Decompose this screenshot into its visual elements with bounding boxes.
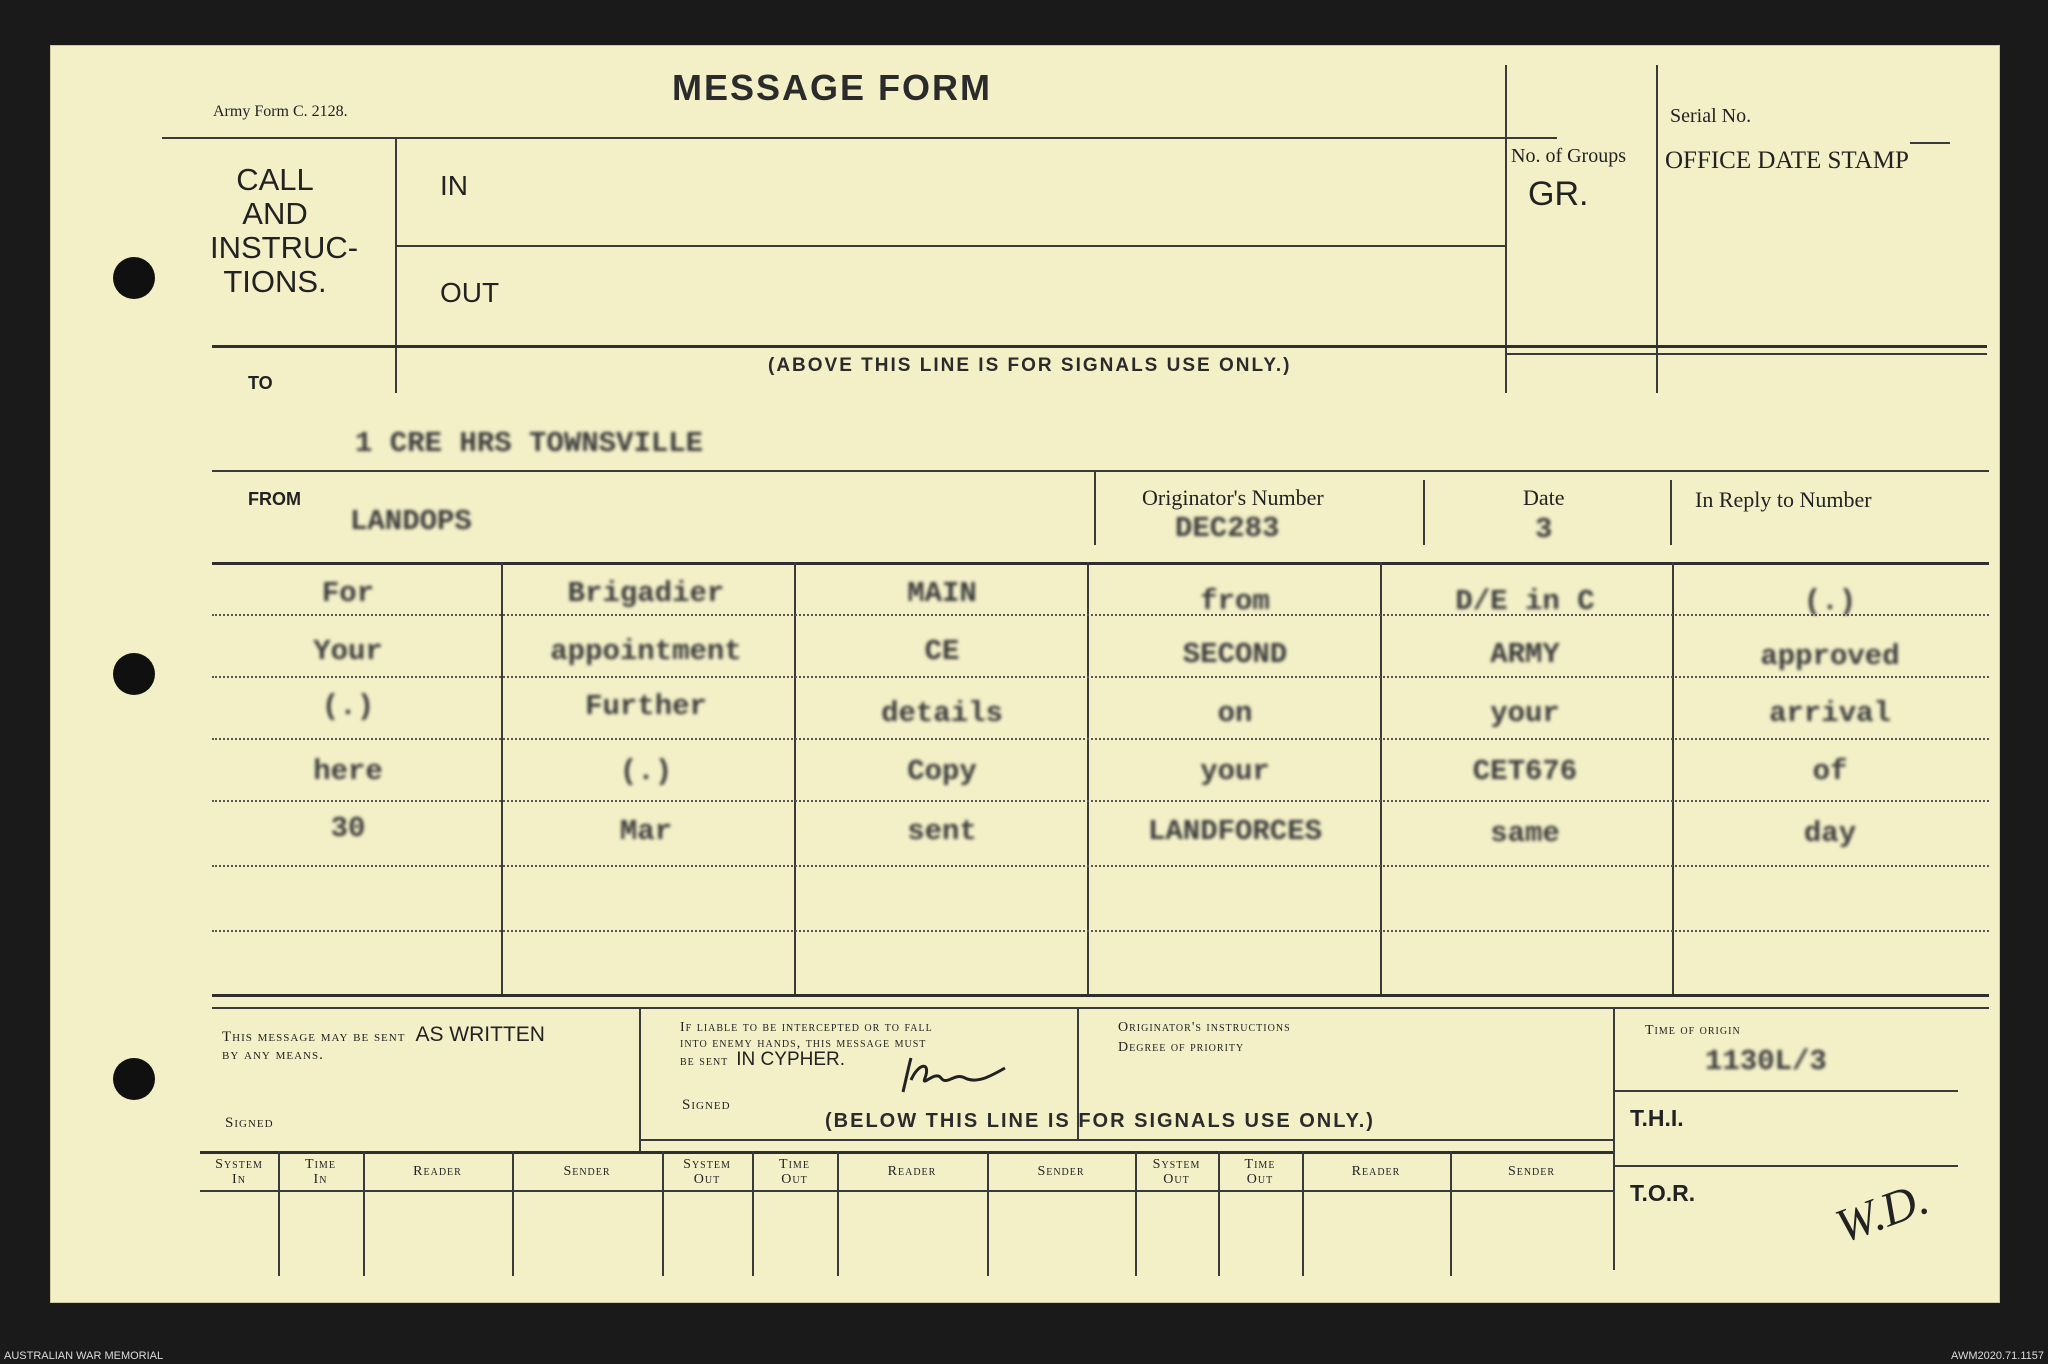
sender-header: Sender (1507, 1164, 1556, 1179)
time-out-header: Time Out (779, 1157, 810, 1187)
grid-cell: Further (585, 690, 707, 723)
system-in-header: System In (215, 1157, 263, 1187)
originators-instructions-label: Originator's instructions (1118, 1020, 1291, 1035)
grid-cell: MAIN (907, 577, 977, 610)
gr-label: GR. (1528, 175, 1589, 213)
grid-cell: day (1803, 817, 1857, 850)
below-line-note: (BELOW THIS LINE IS FOR SIGNALS USE ONLY.) (825, 1110, 1375, 1132)
cypher-text-1: If liable to be intercepted or to fall (680, 1020, 933, 1035)
to-value: 1 CRE HRS TOWNSVILLE (355, 427, 704, 460)
grid-cell: (.) (321, 690, 375, 723)
cypher-block (680, 1020, 1070, 1070)
grid-cell: your (1200, 755, 1270, 788)
in-label: IN (440, 170, 468, 201)
time-out-header: Time Out (1244, 1157, 1276, 1187)
grid-cell: For (321, 577, 375, 610)
reader-header: Reader (413, 1164, 462, 1179)
grid-cell: 30 (330, 812, 366, 845)
as-written-block (222, 1023, 632, 1064)
grid-cell: of (1812, 755, 1848, 788)
tor-label: T.O.R. (1630, 1180, 1696, 1206)
grid-cell: LANDFORCES (1147, 815, 1323, 848)
sender-header: Sender (563, 1164, 611, 1179)
time-of-origin-value: 1130L/3 (1705, 1045, 1827, 1078)
footer-right: AWM2020.71.1157 (1951, 1350, 2044, 1362)
in-reply-label: In Reply to Number (1695, 487, 1872, 512)
grid-cell: same (1490, 817, 1560, 850)
call-line-4: TIONS. (223, 264, 327, 299)
grid-cell: sent (907, 815, 977, 848)
as-written-big: AS WRITTEN (415, 1023, 545, 1046)
grid-cell: on (1217, 697, 1253, 730)
signed-mid-label: Signed (682, 1097, 731, 1113)
serial-no-label: Serial No. (1670, 105, 1752, 127)
cypher-big: IN CYPHER. (736, 1049, 846, 1070)
footer-left: AUSTRALIAN WAR MEMORIAL (4, 1350, 164, 1362)
from-value: LANDOPS (350, 505, 472, 538)
grid-cell: CE (924, 635, 960, 668)
above-line-note: (ABOVE THIS LINE IS FOR SIGNALS USE ONLY.) (768, 355, 1292, 376)
degree-of-priority-label: Degree of priority (1118, 1040, 1245, 1055)
punch-hole-bottom (113, 1058, 155, 1100)
grid-cell: (.) (1803, 585, 1857, 618)
call-line-3: INSTRUC- (210, 230, 359, 265)
call-line-2: AND (242, 196, 308, 231)
grid-cell: Mar (619, 815, 673, 848)
system-out-header: System Out (1152, 1157, 1201, 1187)
grid-cell: CET676 (1472, 755, 1578, 788)
as-written-text-1: This message may be sent (222, 1029, 406, 1045)
reader-header: Reader (1351, 1164, 1401, 1179)
time-of-origin-label: Time of origin (1645, 1023, 1741, 1038)
grid-cell: details (881, 697, 1003, 730)
grid-cell: approved (1760, 640, 1900, 673)
originators-number-label: Originator's Number (1142, 485, 1324, 510)
call-line-1: CALL (236, 162, 314, 197)
thi-label: T.H.I. (1630, 1105, 1684, 1131)
system-out-header: System Out (683, 1157, 731, 1187)
date-label: Date (1523, 485, 1565, 510)
grid-cell: (.) (619, 755, 673, 788)
cypher-text-3: be sent (680, 1054, 729, 1069)
call-instructions-label (210, 162, 359, 299)
message-form-card (50, 45, 2000, 1303)
originators-number-value: DEC283 (1175, 512, 1280, 545)
no-of-groups-label: No. of Groups (1511, 145, 1626, 167)
grid-cell: SECOND (1182, 638, 1288, 671)
grid-cell: Copy (907, 755, 977, 788)
punch-hole-middle (113, 653, 155, 695)
time-in-header: Time In (305, 1157, 336, 1187)
from-label: FROM (248, 489, 301, 509)
date-value: 3 (1535, 513, 1553, 546)
sender-header: Sender (1037, 1164, 1085, 1179)
handwritten-initials: W.D. (1828, 1171, 1936, 1254)
grid-cell: here (313, 755, 383, 788)
office-date-stamp-label: OFFICE DATE STAMP (1665, 147, 1909, 174)
out-label: OUT (440, 277, 500, 308)
grid-cell: arrival (1769, 697, 1891, 730)
grid-cell: appointment (550, 635, 742, 668)
grid-cell: from (1200, 585, 1270, 618)
to-label: TO (248, 373, 273, 393)
grid-cell: Brigadier (567, 577, 725, 610)
as-written-text-2: by any means. (222, 1047, 324, 1063)
grid-cell: D/E in C (1455, 585, 1595, 618)
punch-hole-top (113, 257, 155, 299)
grid-cell: ARMY (1490, 638, 1560, 671)
grid-cell: Your (313, 635, 383, 668)
form-title: MESSAGE FORM (672, 67, 993, 108)
army-form-number: Army Form C. 2128. (213, 103, 348, 120)
grid-cell: your (1490, 697, 1560, 730)
reader-header: Reader (887, 1164, 937, 1179)
signed-left-label: Signed (225, 1115, 274, 1131)
cypher-text-2: into enemy hands, this message must (680, 1036, 927, 1051)
handwritten-signature (895, 1050, 1010, 1100)
